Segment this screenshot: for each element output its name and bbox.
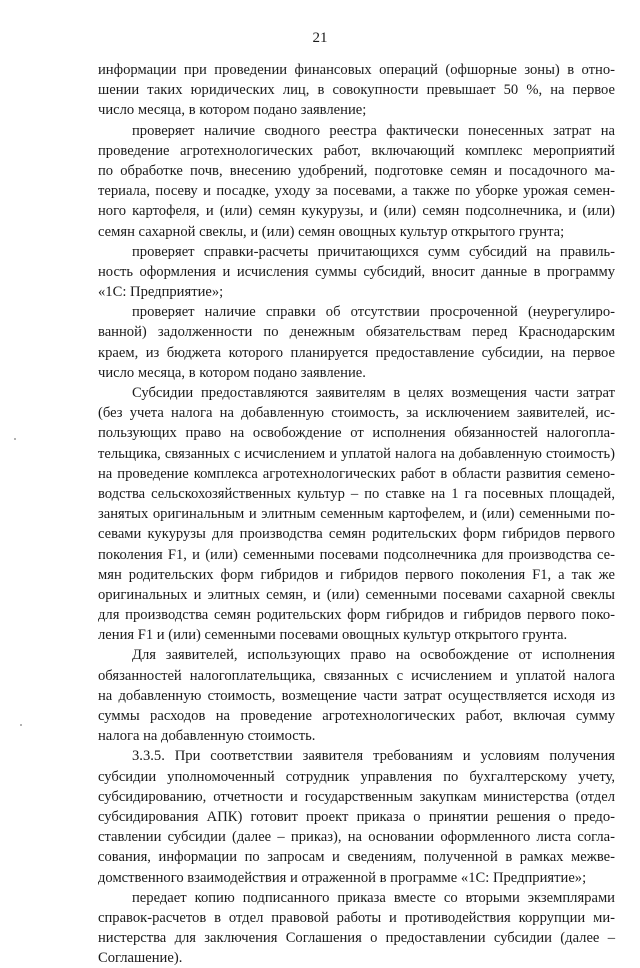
text-line: Субсидии предоставляются заявителям в целях возмещения части затрат	[132, 385, 615, 401]
body-text	[98, 60, 615, 968]
scan-speck	[20, 724, 22, 726]
text-line: (без учета налога на добавленную стоимость, за исключением заявителей, ис-	[98, 405, 615, 422]
text-line: поколения F1, и (или) семенными посевами подсолнечника для производства се-	[98, 546, 615, 563]
text-line: краем, из бюджета которого планируется предоставление субсидии, на первое	[98, 344, 615, 361]
text-line: на проведение комплекса агротехнологических работ в области развития семено-	[98, 465, 615, 482]
text-line: мян родительских форм гибридов и гибридов первого поколения F1, а так же	[98, 566, 615, 583]
text-line: проверяет справки-расчеты причитающихся сумм субсидий на правиль-	[132, 243, 615, 260]
text-line: ставлении субсидии (далее – приказ), на основании оформленного листа согла-	[98, 829, 615, 846]
text-line: ность оформления и исчисления суммы субсидий, вносит данные в программу	[98, 263, 615, 280]
text-line: ления F1 и (или) семенными посевами овощных культур открытого грунта.	[98, 627, 568, 644]
text-line: передает копию подписанного приказа вместе со вторыми экземплярами	[132, 889, 615, 906]
text-line: субсидирования АПК) готовит проект приказа о принятии решения о предо-	[98, 808, 615, 825]
text-line: число месяца, в котором подано заявление;	[98, 102, 367, 119]
text-line: на добавленную стоимость, возмещение части затрат осуществляется исходя из	[98, 687, 615, 704]
text-line: домственного взаимодействия и отраженной в программе «1С: Предприятие»;	[98, 869, 587, 886]
text-line: субсидии уполномоченный сотрудник управления по бухгалтерскому учету,	[98, 768, 615, 785]
text-line: обязанностей налогоплательщика, связанных с исчислением и уплатой налога	[98, 667, 615, 684]
text-line: ванной) задолженности по денежным обязательствам перед Краснодарским	[98, 324, 615, 341]
text-line: семян сахарной свеклы, и (или) семян овощных культур открытого грунта;	[98, 223, 565, 240]
text-line: пользующих право на освобождение от исполнения обязанностей налогопла-	[98, 425, 615, 442]
text-line: занятых оригинальным и элитным семенным картофелем, и (или) семенными по-	[98, 506, 615, 523]
text-line: ного картофеля, и (или) семян кукурузы, и (или) семян подсолнечника, и (или)	[98, 203, 615, 220]
text-line: суммы расходов на проведение агротехнологических работ, включая сумму	[98, 708, 615, 724]
text-line: по обработке почв, внесению удобрений, подготовке семян и посадочного ма-	[98, 162, 615, 179]
text-line: шении таких юридических лиц, в совокупности превышает 50 %, на первое	[98, 82, 615, 99]
text-line: справок-расчетов в отдел правовой работы и противодействия коррупции ми-	[98, 909, 615, 926]
text-line: Для заявителей, использующих право на освобождение от исполнения	[132, 647, 615, 664]
text-line: субсидированию, отчетности и государственным закупкам министерства (отдел	[98, 788, 615, 805]
text-line: «1С: Предприятие»;	[98, 284, 224, 301]
text-line: нистерства для заключения Соглашения о предоставлении субсидии (далее –	[98, 930, 615, 947]
text-line: проведение агротехнологических работ, включающий комплекс мероприятий	[98, 142, 615, 159]
text-line: териала, посеву и посадке, уходу за посевами, а также по уборке урожая семен-	[98, 183, 615, 200]
text-line: для производства семян родительских форм гибридов и гибридов первого поко-	[98, 607, 615, 624]
text-line: 3.3.5. При соответствии заявителя требованиям и условиям получения	[132, 748, 615, 765]
text-line: налога на добавленную стоимость.	[98, 728, 316, 745]
text-line: проверяет наличие сводного реестра фактически понесенных затрат на	[132, 122, 615, 139]
text-line: тельщика, связанных с исчислением и уплатой налога на добавленную стоимость)	[98, 445, 615, 462]
text-line: оригинальных и элитных семян, и (или) семенными посевами сахарной свеклы	[98, 586, 615, 603]
scan-speck	[14, 438, 16, 440]
page-number: 21	[312, 30, 328, 46]
text-line: Соглашение).	[98, 950, 183, 967]
text-line: сования, информации по запросам и сведениям, полученной в рамках межве-	[98, 849, 615, 866]
text-line: водства сельскохозяйственных культур – по ставке на 1 га посевных площадей,	[98, 485, 615, 502]
text-line: информации при проведении финансовых операций (офшорные зоны) в отно-	[98, 62, 615, 78]
text-line: проверяет наличие справки об отсутствии просроченной (неурегулиро-	[132, 304, 615, 321]
text-line: число месяца, в котором подано заявление.	[98, 364, 366, 381]
text-line: севами кукурузы для производства семян родительских форм гибридов первого	[98, 526, 615, 543]
